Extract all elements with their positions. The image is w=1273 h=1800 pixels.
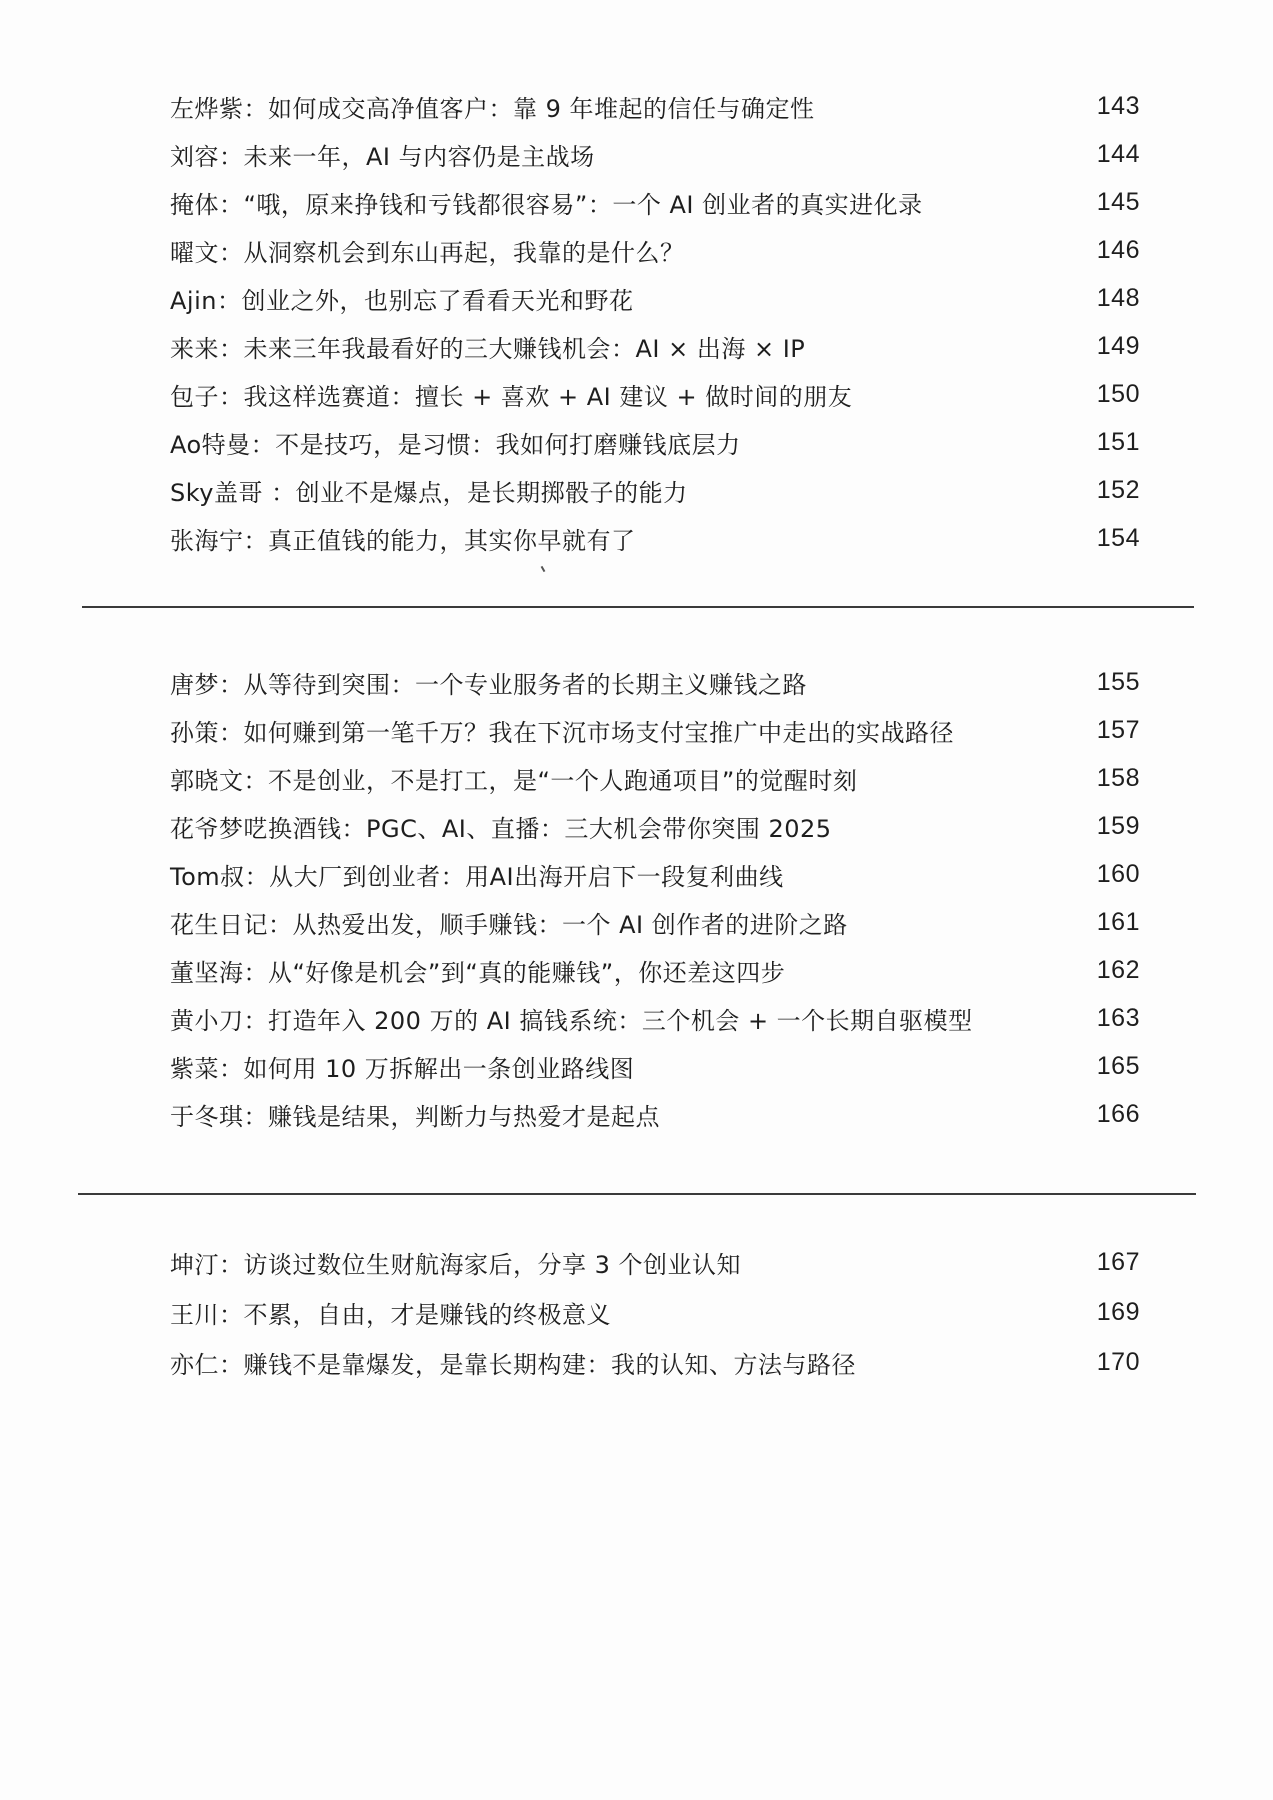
section-divider <box>78 1193 1196 1195</box>
toc-entry[interactable] <box>170 950 1140 990</box>
toc-entry-page: 154 <box>1096 523 1140 552</box>
toc-entry[interactable] <box>170 1094 1140 1134</box>
toc-entry[interactable] <box>170 374 1140 414</box>
toc-entry[interactable] <box>170 1292 1140 1332</box>
toc-entry-page: 163 <box>1096 1003 1140 1032</box>
toc-entry-title: 坤汀：访谈过数位生财航海家后，分享 3 个创业认知 <box>170 1250 742 1279</box>
toc-entry-page: 159 <box>1096 811 1140 840</box>
toc-entry-title: 来来：未来三年我最看好的三大赚钱机会：AI × 出海 × IP <box>170 334 806 363</box>
toc-entry-page: 157 <box>1096 715 1140 744</box>
toc-entry[interactable] <box>170 1342 1140 1382</box>
toc-entry[interactable] <box>170 710 1140 750</box>
toc-entry-page: 148 <box>1096 283 1140 312</box>
toc-entry[interactable] <box>170 758 1140 798</box>
toc-entry[interactable] <box>170 182 1140 222</box>
toc-entry[interactable] <box>170 86 1140 126</box>
toc-entry-title: 于冬琪：赚钱是结果，判断力与热爱才是起点 <box>170 1102 660 1131</box>
toc-entry-page: 165 <box>1096 1051 1140 1080</box>
toc-entry[interactable] <box>170 278 1140 318</box>
toc-entry[interactable] <box>170 998 1140 1038</box>
toc-entry-title: Tom叔：从大厂到创业者：用AI出海开启下一段复利曲线 <box>170 862 784 891</box>
toc-entry[interactable] <box>170 134 1140 174</box>
toc-entry-title: 孙策：如何赚到第一笔千万？我在下沉市场支付宝推广中走出的实战路径 <box>170 718 954 747</box>
toc-entry-title: 黄小刀：打造年入 200 万的 AI 搞钱系统：三个机会 + 一个长期自驱模型 <box>170 1006 973 1035</box>
toc-entry-page: 151 <box>1096 427 1140 456</box>
toc-entry-page: 144 <box>1096 139 1140 168</box>
toc-entry[interactable] <box>170 662 1140 702</box>
toc-entry-page: 155 <box>1096 667 1140 696</box>
toc-entry-title: 左烨紫：如何成交高净值客户：靠 9 年堆起的信任与确定性 <box>170 94 815 123</box>
toc-entry[interactable] <box>170 470 1140 510</box>
toc-entry[interactable] <box>170 1046 1140 1086</box>
toc-entry[interactable] <box>170 902 1140 942</box>
toc-entry-title: 掩体：“哦，原来挣钱和亏钱都很容易”：一个 AI 创业者的真实进化录 <box>170 190 923 219</box>
toc-entry[interactable] <box>170 230 1140 270</box>
toc-entry-title: 紫菜：如何用 10 万拆解出一条创业路线图 <box>170 1054 635 1083</box>
toc-entry-title: 郭晓文：不是创业，不是打工，是“一个人跑通项目”的觉醒时刻 <box>170 766 858 795</box>
toc-entry-page: 161 <box>1096 907 1140 936</box>
toc-entry-title: 花爷梦呓换酒钱：PGC、AI、直播：三大机会带你突围 2025 <box>170 814 832 843</box>
toc-entry-title: 包子：我这样选赛道：擅长 + 喜欢 + AI 建议 + 做时间的朋友 <box>170 382 853 411</box>
toc-entry-title: 亦仁：赚钱不是靠爆发，是靠长期构建：我的认知、方法与路径 <box>170 1350 856 1379</box>
section-divider <box>82 606 1194 608</box>
toc-entry-page: 170 <box>1096 1347 1140 1376</box>
toc-entry-title: 唐梦：从等待到突围：一个专业服务者的长期主义赚钱之路 <box>170 670 807 699</box>
toc-entry-title: 曜文：从洞察机会到东山再起，我靠的是什么？ <box>170 238 685 267</box>
print-speck <box>541 566 546 572</box>
toc-entry[interactable] <box>170 518 1140 558</box>
toc-entry-page: 160 <box>1096 859 1140 888</box>
toc-entry-title: 花生日记：从热爱出发，顺手赚钱：一个 AI 创作者的进阶之路 <box>170 910 848 939</box>
toc-entry-page: 150 <box>1096 379 1140 408</box>
toc-entry-title: Ajin：创业之外，也别忘了看看天光和野花 <box>170 286 634 315</box>
toc-entry-title: 张海宁：真正值钱的能力，其实你早就有了 <box>170 526 636 555</box>
toc-entry[interactable] <box>170 854 1140 894</box>
toc-entry-page: 146 <box>1096 235 1140 264</box>
toc-entry-title: 董坚海：从“好像是机会”到“真的能赚钱”，你还差这四步 <box>170 958 786 987</box>
toc-entry-page: 152 <box>1096 475 1140 504</box>
toc-entry-page: 145 <box>1096 187 1140 216</box>
toc-entry[interactable] <box>170 806 1140 846</box>
toc-entry-page: 167 <box>1096 1247 1140 1276</box>
toc-entry[interactable] <box>170 326 1140 366</box>
toc-entry-title: Ao特曼：不是技巧，是习惯：我如何打磨赚钱底层力 <box>170 430 741 459</box>
toc-entry[interactable] <box>170 422 1140 462</box>
toc-entry-page: 169 <box>1096 1297 1140 1326</box>
toc-entry[interactable] <box>170 1242 1140 1282</box>
toc-entry-title: 王川：不累，自由，才是赚钱的终极意义 <box>170 1300 611 1329</box>
toc-entry-page: 166 <box>1096 1099 1140 1128</box>
toc-entry-page: 158 <box>1096 763 1140 792</box>
toc-entry-title: 刘容：未来一年，AI 与内容仍是主战场 <box>170 142 595 171</box>
toc-entry-page: 149 <box>1096 331 1140 360</box>
toc-entry-page: 162 <box>1096 955 1140 984</box>
toc-entry-page: 143 <box>1096 91 1140 120</box>
toc-entry-title: Sky盖哥 ：创业不是爆点，是长期掷骰子的能力 <box>170 478 688 507</box>
